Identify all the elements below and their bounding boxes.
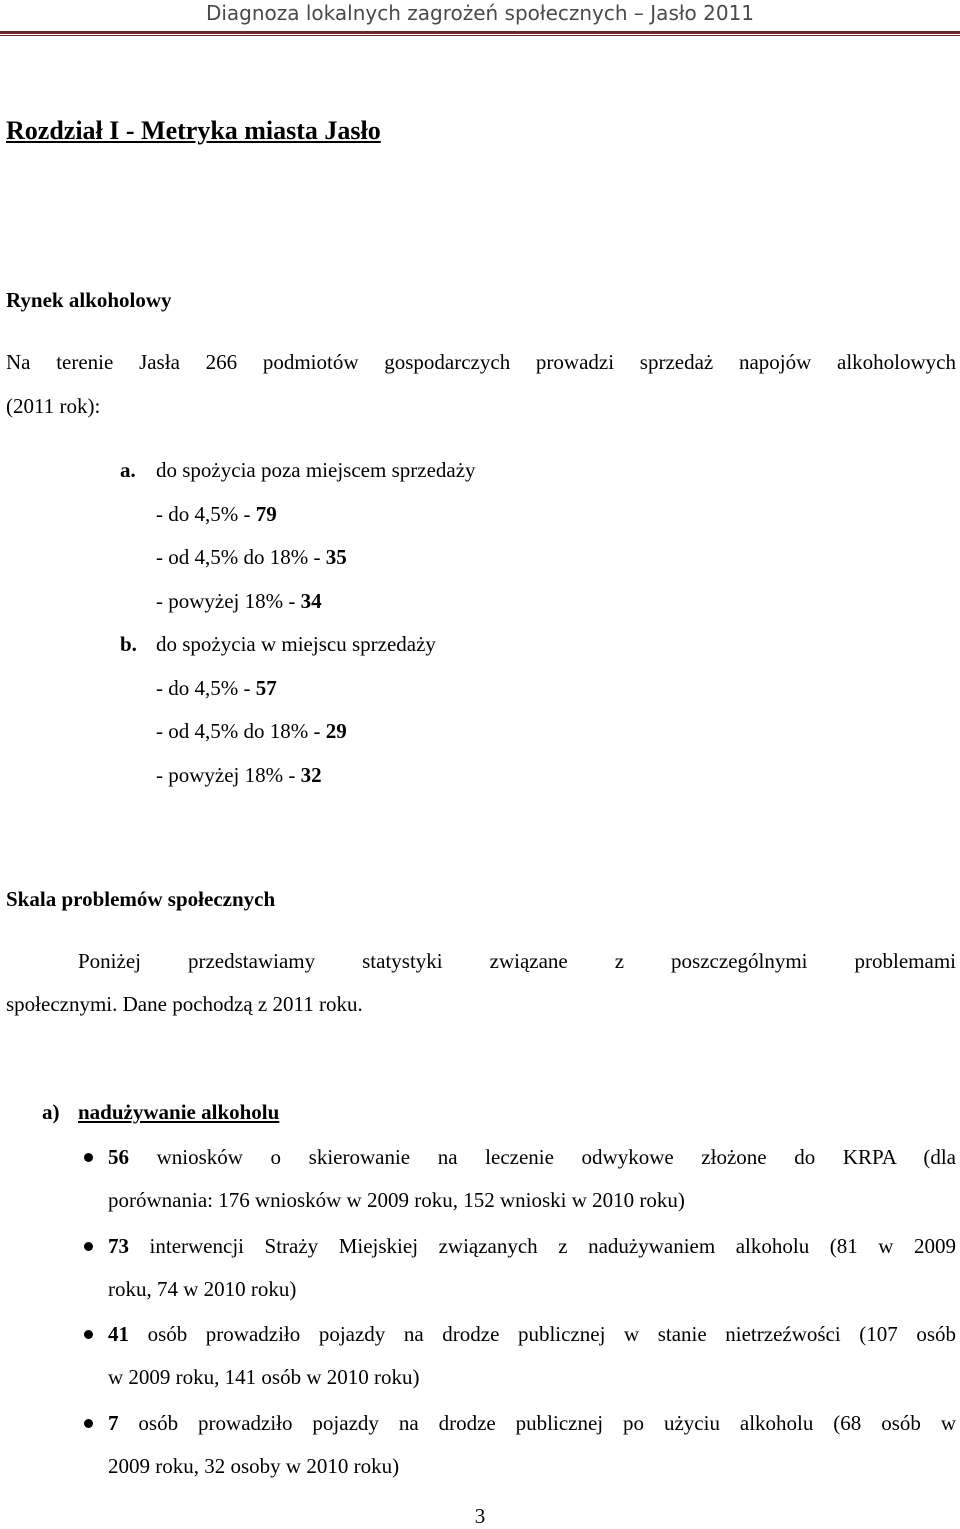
- group-b-item-value: 32: [300, 763, 322, 787]
- chapter-title: Rozdział I - Metryka miasta Jasło: [6, 116, 381, 145]
- group-b-item-value: 29: [325, 719, 347, 743]
- abuse-bullet-line2: roku, 74 w 2010 roku): [108, 1277, 297, 1301]
- abuse-bullet-text: interwencji Straży Miejskiej związanych z nadużywaniem alkoholu (81 w 2009: [129, 1234, 956, 1258]
- group-b-item-prefix: - od 4,5% do 18% -: [156, 719, 326, 743]
- bullet-icon: [84, 1419, 93, 1428]
- abuse-bullet-line2: porównania: 176 wniosków w 2009 roku, 152 wnioski w 2010 roku): [108, 1188, 685, 1212]
- group-b-item-value: 57: [255, 676, 277, 700]
- abuse-bullet-text: wniosków o skierowanie na leczenie odwykowe złożone do KRPA (dla: [129, 1145, 956, 1169]
- abuse-bullet-text: osób prowadziło pojazdy na drodze publicznej w stanie nietrzeźwości (107 osób: [129, 1322, 956, 1346]
- header-divider-thin: [0, 35, 960, 36]
- abuse-bullet-number: 7: [108, 1411, 119, 1435]
- group-a-item-value: 79: [255, 502, 277, 526]
- group-a-item-value: 34: [300, 589, 322, 613]
- social-problems-heading: Skala problemów społecznych: [6, 887, 276, 911]
- social-problems-intro-line1: Poniżej przedstawiamy statystyki związane z poszczególnymi problemami: [78, 949, 956, 973]
- abuse-bullet-number: 73: [108, 1234, 129, 1258]
- alcohol-abuse-marker: a): [42, 1100, 60, 1124]
- group-a-item-prefix: - od 4,5% do 18% -: [156, 545, 326, 569]
- group-a-item: [156, 545, 347, 570]
- header-divider: [0, 31, 960, 34]
- group-b-marker: b.: [120, 632, 137, 656]
- group-a-item-prefix: - powyżej 18% -: [156, 589, 301, 613]
- abuse-bullet-text: osób prowadziło pojazdy na drodze publicznej po użyciu alkoholu (68 osób w: [118, 1411, 956, 1435]
- group-a-item-prefix: - do 4,5% -: [156, 502, 256, 526]
- alcohol-market-intro-line1: Na terenie Jasła 266 podmiotów gospodarczych prowadzi sprzedaż napojów alkoholowych: [6, 350, 956, 374]
- group-a-item: [156, 589, 322, 614]
- abuse-bullet-line2: w 2009 roku, 141 osób w 2010 roku): [108, 1365, 420, 1389]
- social-problems-intro-line2: społecznymi. Dane pochodzą z 2011 roku.: [6, 992, 363, 1016]
- abuse-bullet-line1: [108, 1322, 956, 1347]
- bullet-icon: [84, 1153, 93, 1162]
- alcohol-market-heading: Rynek alkoholowy: [6, 288, 172, 312]
- abuse-bullet-line1: [108, 1411, 956, 1436]
- alcohol-abuse-title: nadużywanie alkoholu: [78, 1100, 280, 1124]
- abuse-bullet-number: 56: [108, 1145, 129, 1169]
- group-b-item: [156, 763, 322, 788]
- group-b-item-prefix: - powyżej 18% -: [156, 763, 301, 787]
- bullet-icon: [84, 1242, 93, 1251]
- abuse-bullet-number: 41: [108, 1322, 129, 1346]
- abuse-bullet-line2: 2009 roku, 32 osoby w 2010 roku): [108, 1454, 400, 1478]
- group-b-label: do spożycia w miejscu sprzedaży: [156, 632, 436, 656]
- header-title: Diagnoza lokalnych zagrożeń społecznych – Jasło 2011: [205, 1, 755, 25]
- bullet-icon: [84, 1330, 93, 1339]
- group-a-item: [156, 502, 277, 527]
- group-a-marker: a.: [120, 458, 136, 482]
- abuse-bullet-line1: [108, 1234, 956, 1259]
- group-b-item: [156, 676, 277, 701]
- group-b-item-prefix: - do 4,5% -: [156, 676, 256, 700]
- abuse-bullet-line1: [108, 1145, 956, 1170]
- alcohol-market-intro-line2: (2011 rok):: [6, 394, 101, 418]
- group-b-item: [156, 719, 347, 744]
- group-a-item-value: 35: [325, 545, 347, 569]
- page-number: 3: [474, 1504, 486, 1528]
- group-a-label: do spożycia poza miejscem sprzedaży: [156, 458, 476, 482]
